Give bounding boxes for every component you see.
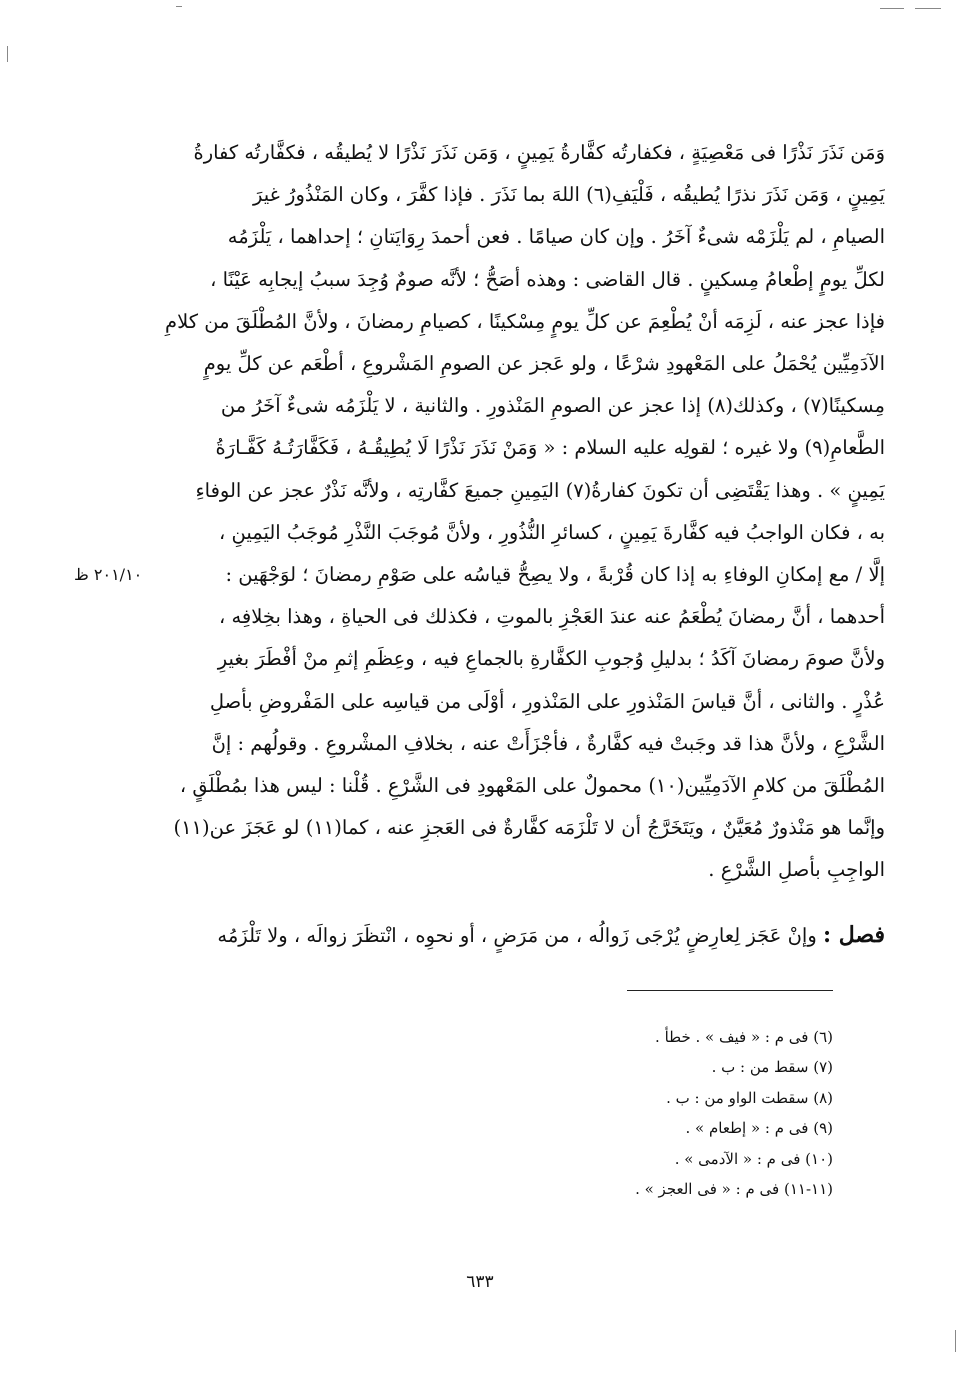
footnote: (١١-١١) فى م : « فى العجز » . [635,1180,833,1199]
text-line: الواجِبِ بأصلِ الشَّرْعِ . [708,858,885,882]
text-line: لكلِّ يومٍ إطْعامُ مِسكينٍ . قال القاضى : وهذه أصَحُّ ؛ لأنَّه صومٌ وُجِدَ سببُ إيجابِه عَيْنًا ، [210,267,885,291]
text-line: به ، فكان الواجبُ فيه كفَّارةَ يَمِينٍ ، كسائرِ النُّذُورِ ، ولأنَّ مُوجَبَ النَّذْرِ مُوجَبُ اليَمِينِ ، [218,520,885,544]
section-heading: فصل : [822,922,885,948]
top-right-mark-2 [915,8,941,9]
text-line: عُذْرٍ . والثانى ، أنَّ قياسَ المَنْذورِ على المَنْذورِ ، أوْلَى من قياسِه على المَفْروضِ بأصلِ [209,689,885,713]
top-center-mark [176,6,182,7]
text-line: مِسكينًا(٧) ، وكذلك(٨) إذا عجز عن الصومِ المَنْذورِ . والثانية ، لا يَلْزَمُه شىءٌ آخَرُ من [220,394,885,418]
footnote: (٨) سقطت الواو من : ب . [666,1088,833,1107]
text-line: يَمِينٍ » . وهذا يَقْتَضِى أن تكونَ كفارةُ(٧) اليَمِينِ جميعَ كفَّارتِه ، ولأنَّه نَذْرٌ عجز عن الوفاءِ [195,478,885,502]
footnote: (٦) فى م : « فيف » . خطأ . [655,1028,833,1046]
page-number: ٦٣٣ [466,1272,494,1292]
footnote: (١٠) فى م : « الآدمى » . [674,1149,833,1168]
text-line: المُطْلَقَ من كلامِ الآدَمِيِّين(١٠) محمولٌ على المَعْهودِ فى الشَّرْعِ . قُلْنا : ليس هذا بمُطْلَقٍ ، [179,774,885,798]
section-text: وإنْ عَجَز لِعارِضٍ يُرْجَى زَوالُه ، من مَرَضٍ ، أو نحوِه ، انْتظَرَ زوالَه ، ولا تَلْزَمُه [217,924,817,947]
text-line: إلَّا / مع إمكانِ الوفاءِ به إذا كان قُرْبةً ، ولا يصِحُّ قياسُه على صَوْمِ رمضانَ ؛ لوَجْهَين : [225,563,885,587]
text-line: ولأنَّ صومَ رمضانَ آكَدُ ؛ بدليلِ وُجوبِ الكفَّارةِ بالجماعِ فيه ، وعِظَمِ إثمِ منْ أفْطَرَ بغيرِ [217,647,885,671]
footnote: (٩) فى م : « إطعام » . [685,1119,833,1138]
section-opening-line [160,915,885,956]
right-edge-mark [955,1330,956,1352]
footnote: (٧) سقط من : ب . [711,1058,833,1077]
text-line: الآدَمِيِّين يُحْمَلُ على المَعْهودِ شرْعًا ، ولو عَجز عن الصومِ المَشْروعِ ، أطْعَم عن كلِّ يومٍ [203,352,885,376]
text-line: الطَّعامِ(٩) ولا غيره ؛ لقولِه عليه السلام : « وَمَنْ نَذَرَ نَذْرًا لَا يُطِيقُـهُ ، فَكَفَّارَتُـهُ كَفَّـارَةُ [215,436,885,460]
text-line: يَمِينٍ ، وَمَن نَذَرَ نذرًا يُطيقُه ، فَلْيَفِ(٦) اللهَ بما نَذَرَ . فإذا كفَّرَ ، وكان المَنْذُورُ غيرَ [252,183,885,207]
text-line: وَمَن نَذَرَ نَذْرًا فى مَعْصِيَةٍ ، فكفارتُه كفَّارةُ يَمِينٍ ، وَمَن نَذَرَ نَذْرًا لا يُطيقُه ، فكفَّارتُه كفارةُ [193,141,885,164]
text-line: الشَّرْعِ ، ولأنَّ هذا قد وجَبتْ فيه كفَّارةٌ ، فأجْزَأَتْ عنه ، بخلافِ المشْروعِ . وقولُهم : إنَّ [211,731,885,755]
main-text [160,132,885,892]
margin-folio-reference: ٢٠١/١٠ ظ [74,565,143,584]
footnotes-list [500,1022,833,1204]
text-line: وإنَّما هو مَنْذورٌ مُعَيَّنٌ ، ويَتَخَرَّجُ أن لا تَلْزَمَه كفَّارةٌ فى العَجزِ عنه ، كما(١١) لو عَجَزَ عن(١١) [173,816,885,840]
left-edge-mark [7,46,8,62]
footnote-separator [627,990,833,991]
text-line: فإذا عجز عنه ، لَزِمَه أنْ يُطْعِمَ عن كلِّ يومٍ مِسْكينًا ، كصيامِ رمضانَ ، ولأنَّ المُطْلَقَ من كلامِ [165,309,885,333]
text-line: أحدهما ، أنَّ رمضانَ يُطْعَمُ عنه عندَ العَجْزِ بالموتِ ، فكذلك فى الحياةِ ، وهذا بخِلافِه ، [218,605,885,629]
top-right-mark-1 [880,8,904,9]
text-line: الصيامِ ، لم يَلْزَمْه شىءٌ آخَرُ . وإن كان صيامًا . فعن أحمدَ رِوَايَتانِ ؛ إحداهما ، يَلْزَمُه [227,225,885,249]
